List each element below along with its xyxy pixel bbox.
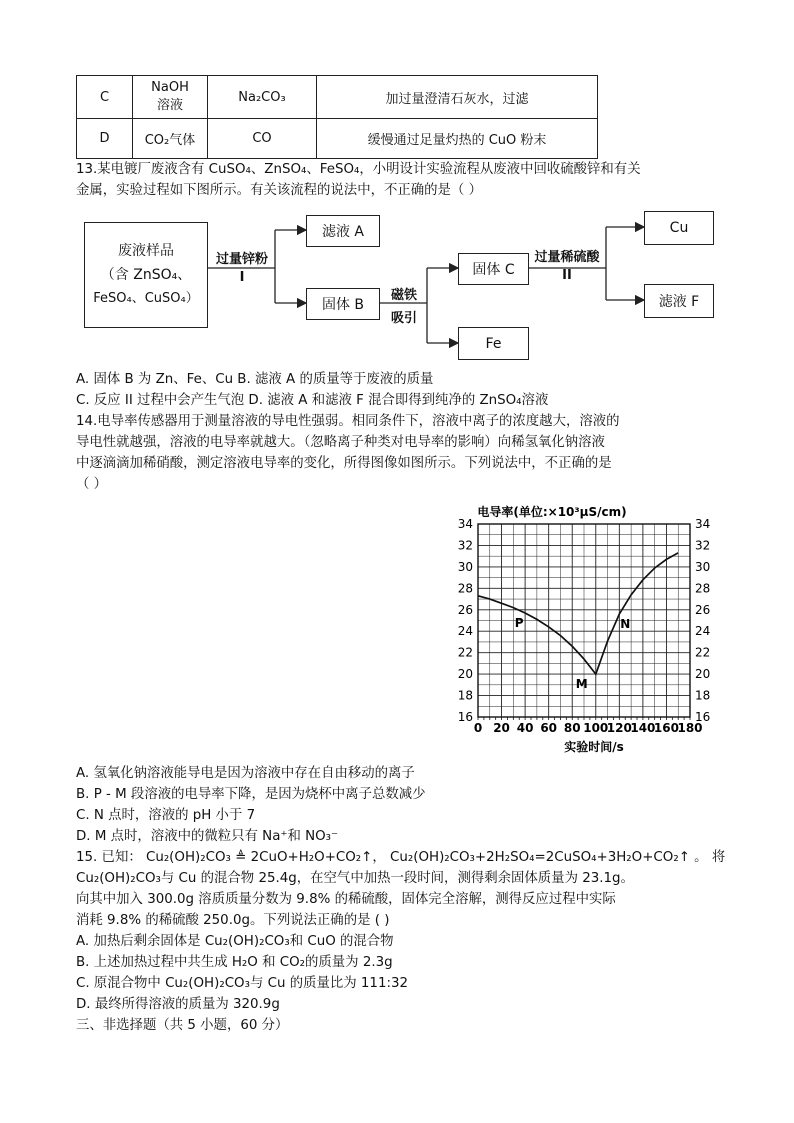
q13-stem-line2: 金属，实验过程如下图所示。有关该流程的说法中，不正确的是（ ）	[76, 183, 482, 198]
x-tick-label: 0	[473, 721, 483, 735]
q14-stem-line4: （ ）	[76, 477, 108, 492]
row-impurity: Na₂CO₃	[208, 76, 317, 119]
y-tick-label-right: 18	[695, 688, 711, 703]
row-letter: D	[77, 119, 133, 159]
sample-content-l2: FeSO₄、CuSO₄）	[93, 291, 199, 306]
chart-title: 电导率(单位:×10³μS/cm)	[477, 505, 627, 519]
sample-label: 废液样品	[118, 243, 174, 259]
q15-option-b: B. 上述加热过程中共生成 H₂O 和 CO₂的质量为 2.3g	[76, 955, 393, 970]
q14-stem-line2: 导电性就越强，溶液的电导率就越大。（忽略离子种类对电导率的影响）向稀氢氧化钠溶液	[76, 435, 605, 450]
y-tick-label-left: 16	[457, 710, 473, 724]
step2-number: II	[562, 268, 572, 283]
chart-xlabel: 实验时间/s	[564, 740, 624, 754]
q13-stem-line1: 13.某电镀厂废液含有 CuSO₄、ZnSO₄、FeSO₄，小明设计实验流程从废液中回收硫酸锌和有关	[76, 162, 641, 177]
y-tick-label-right: 30	[695, 559, 711, 574]
q14-stem-line1: 14.电导率传感器用于测量溶液的导电性强弱。相同条件下，溶液中离子的浓度越大，溶液的	[76, 414, 620, 429]
point-label-m: M	[575, 677, 588, 692]
y-tick-label-right: 32	[695, 538, 711, 553]
q15-option-d: D. 最终所得溶液的质量为 320.9g	[76, 997, 280, 1012]
x-tick-label: 40	[516, 721, 534, 735]
y-tick-label-left: 28	[457, 581, 473, 596]
q13-options-cd: C. 反应 II 过程中会产生气泡 D. 滤液 A 和滤液 F 混合即得到纯净的 ZnSO₄溶液	[76, 393, 549, 408]
filtrate-a-box: 滤液 A	[306, 215, 380, 247]
x-tick-label: 80	[563, 721, 581, 735]
section-heading: 三、非选择题（共 5 小题，60 分）	[76, 1018, 289, 1033]
x-tick-label: 160	[653, 721, 679, 735]
solid-b-box: 固体 B	[306, 288, 380, 320]
step1-label: 过量锌粉	[215, 252, 268, 267]
row-letter: C	[77, 76, 133, 119]
y-tick-label-right: 24	[695, 624, 711, 639]
q14-option-b: B. P - M 段溶液的电导率下降，是因为烧杯中离子总数减少	[76, 787, 426, 802]
q14-stem-line3: 中逐滴滴加稀硝酸，测定溶液电导率的变化，所得图像如图所示。下列说法中，不正确的是	[76, 456, 612, 471]
y-tick-label-left: 18	[457, 688, 473, 703]
step2-label: 过量稀硫酸	[534, 250, 600, 265]
q13-options-ab: A. 固体 B 为 Zn、Fe、Cu B. 滤液 A 的质量等于废液的质量	[76, 372, 434, 387]
q15-option-c: C. 原混合物中 Cu₂(OH)₂CO₃与 Cu 的质量比为 111:32	[76, 976, 409, 991]
conductivity-curve	[478, 553, 678, 674]
y-tick-label-right: 34	[695, 517, 711, 531]
row-method: 缓慢通过足量灼热的 CuO 粉末	[317, 119, 598, 159]
q14-option-c: C. N 点时，溶液的 pH 小于 7	[76, 808, 256, 823]
conductivity-chart	[440, 500, 730, 758]
solid-c-box: 固体 C	[458, 253, 529, 285]
y-tick-label-right: 16	[695, 710, 711, 724]
y-tick-label-left: 34	[457, 517, 473, 531]
y-tick-label-left: 32	[457, 538, 473, 553]
q14-option-a: A. 氢氧化钠溶液能导电是因为溶液中存在自由移动的离子	[76, 766, 415, 781]
y-tick-label-left: 30	[457, 559, 473, 574]
y-tick-label-right: 20	[695, 667, 711, 682]
fe-box: Fe	[458, 327, 529, 360]
x-tick-label: 20	[493, 721, 510, 735]
x-tick-label: 100	[583, 721, 609, 735]
y-tick-label-right: 26	[695, 602, 711, 617]
y-tick-label-left: 24	[457, 624, 473, 639]
y-tick-label-right: 28	[695, 581, 711, 596]
x-tick-label: 60	[540, 721, 558, 735]
row-substance: CO₂气体	[133, 119, 208, 159]
q15-option-a: A. 加热后剩余固体是 Cu₂(OH)₂CO₃和 CuO 的混合物	[76, 934, 394, 949]
x-tick-label: 140	[630, 721, 656, 735]
magnet-label: 磁铁	[390, 288, 417, 303]
row-method: 加过量澄清石灰水，过滤	[317, 76, 598, 119]
filtrate-f-box: 滤液 F	[644, 284, 714, 318]
row-impurity: CO	[208, 119, 317, 159]
q15-stem-line3: 向其中加入 300.0g 溶质质量分数为 9.8% 的稀硫酸，固体完全溶解，测得反应过程中实际	[76, 892, 616, 907]
sample-content-l1: （含 ZnSO₄、	[100, 267, 192, 283]
q15-stem-line1: 15. 已知： Cu₂(OH)₂CO₃ ≜ 2CuO+H₂O+CO₂↑， Cu₂(OH)₂CO₃+2H₂SO₄=2CuSO₄+3H₂O+CO₂↑ 。 将	[76, 850, 726, 865]
magnet-label-2: 吸引	[390, 311, 417, 326]
point-label-p: P	[514, 615, 524, 630]
x-tick-label: 180	[677, 721, 703, 735]
y-tick-label-right: 22	[695, 645, 711, 660]
y-tick-label-left: 20	[457, 667, 473, 682]
q15-stem-line4: 消耗 9.8% 的稀硫酸 250.0g。下列说法正确的是 ( )	[76, 913, 390, 928]
x-tick-label: 120	[606, 721, 632, 735]
waste-sample-box	[84, 222, 208, 328]
y-tick-label-left: 26	[457, 602, 473, 617]
point-label-n: N	[620, 617, 631, 632]
q15-stem-line2: Cu₂(OH)₂CO₃与 Cu 的混合物 25.4g，在空气中加热一段时间，测得剩余固体质量为 23.1g。	[76, 871, 634, 886]
row-substance: NaOH 溶液	[133, 76, 208, 119]
step1-number: I	[239, 270, 245, 285]
cu-box: Cu	[644, 211, 714, 245]
y-tick-label-left: 22	[457, 645, 473, 660]
q14-option-d: D. M 点时，溶液中的微粒只有 Na⁺和 NO₃⁻	[76, 829, 339, 844]
chart-series	[478, 553, 678, 674]
